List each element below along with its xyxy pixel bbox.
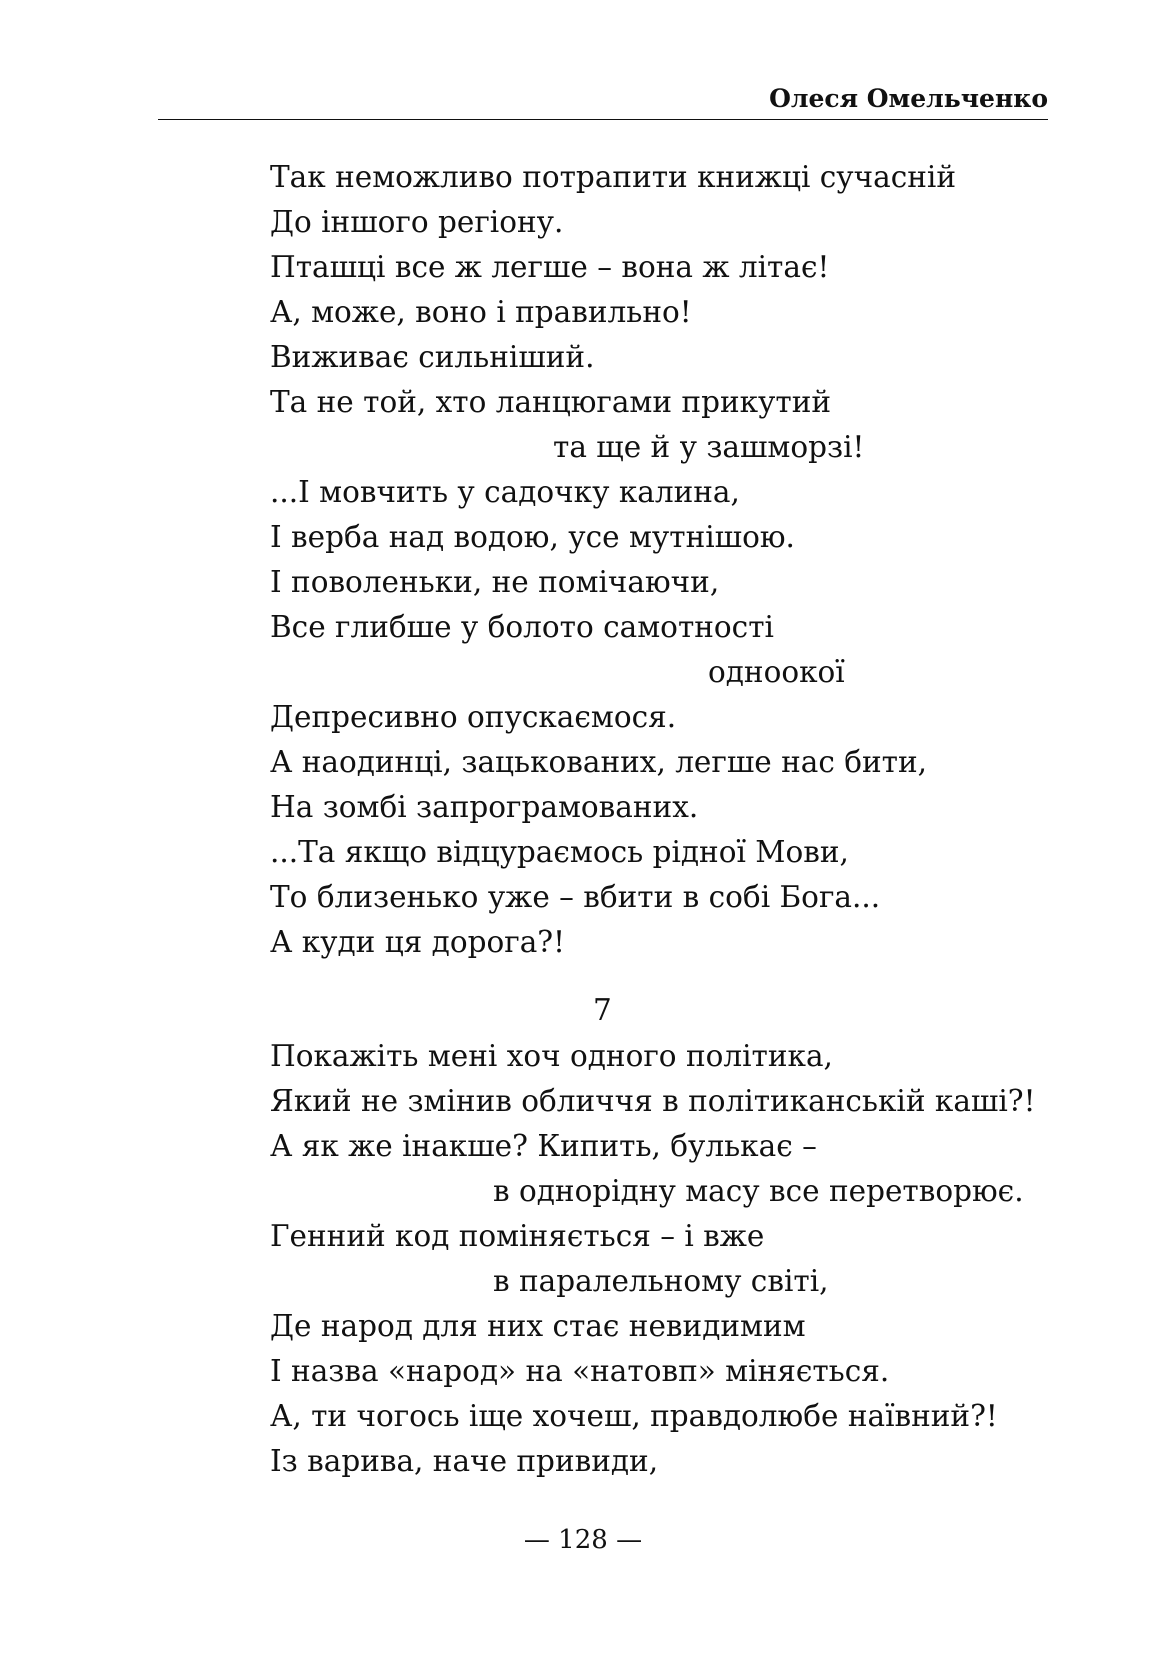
poem-line: Пташці все ж легше – вона ж літає!: [270, 250, 830, 284]
poem-line-indented: в паралельному світі,: [493, 1264, 829, 1298]
poem-line: І поволеньки, не помічаючи,: [270, 565, 720, 599]
poem-line: ...І мовчить у садочку калина,: [270, 475, 740, 509]
poem-line: На зомбі запрограмованих.: [270, 790, 699, 824]
section-number: 7: [593, 993, 612, 1027]
poem-line-indented: одноокої: [708, 655, 845, 689]
poem-line: Все глибше у болото самотності: [270, 610, 774, 644]
poem-line: Депресивно опускаємося.: [270, 700, 677, 734]
poem-line-indented: в однорідну масу все перетворює.: [493, 1174, 1024, 1208]
poem-line: Та не той, хто ланцюгами прикутий: [270, 385, 832, 419]
poem-line: А, ти чогось іще хочеш, правдолюбе наївний?!: [270, 1399, 998, 1433]
poem-line: А куди ця дорога?!: [270, 925, 565, 959]
poem-line: Із варива, наче привиди,: [270, 1444, 659, 1478]
poem-line: ...Та якщо відцураємось рідної Мови,: [270, 835, 849, 869]
poem-line: А наодинці, зацькованих, легше нас бити,: [270, 745, 928, 779]
poem-line: Так неможливо потрапити книжці сучасній: [270, 160, 957, 194]
poem-line: Генний код поміняється – і вже: [270, 1219, 765, 1253]
poem-line: Виживає сильніший.: [270, 340, 595, 374]
header-author: Олеся Омельченко: [769, 84, 1048, 113]
poem-line-indented: та ще й у зашморзі!: [553, 430, 865, 464]
poem-line: Який не змінив обличчя в політиканській каші?!: [270, 1084, 1036, 1118]
poem-line: А як же інакше? Кипить, булькає –: [270, 1129, 817, 1163]
poem-line: І назва «народ» на «натовп» міняється.: [270, 1354, 890, 1388]
poem-line: До іншого регіону.: [270, 205, 564, 239]
poem-line: А, може, воно і правильно!: [270, 295, 692, 329]
poem-line: І верба над водою, усе мутнішою.: [270, 520, 795, 554]
poem-line: То близенько уже – вбити в собі Бога...: [270, 880, 881, 914]
poem-line: Покажіть мені хоч одного політика,: [270, 1039, 833, 1073]
poem-line: Де народ для них стає невидимим: [270, 1309, 806, 1343]
header-divider: [158, 119, 1048, 120]
page-number: — 128 —: [523, 1525, 643, 1555]
